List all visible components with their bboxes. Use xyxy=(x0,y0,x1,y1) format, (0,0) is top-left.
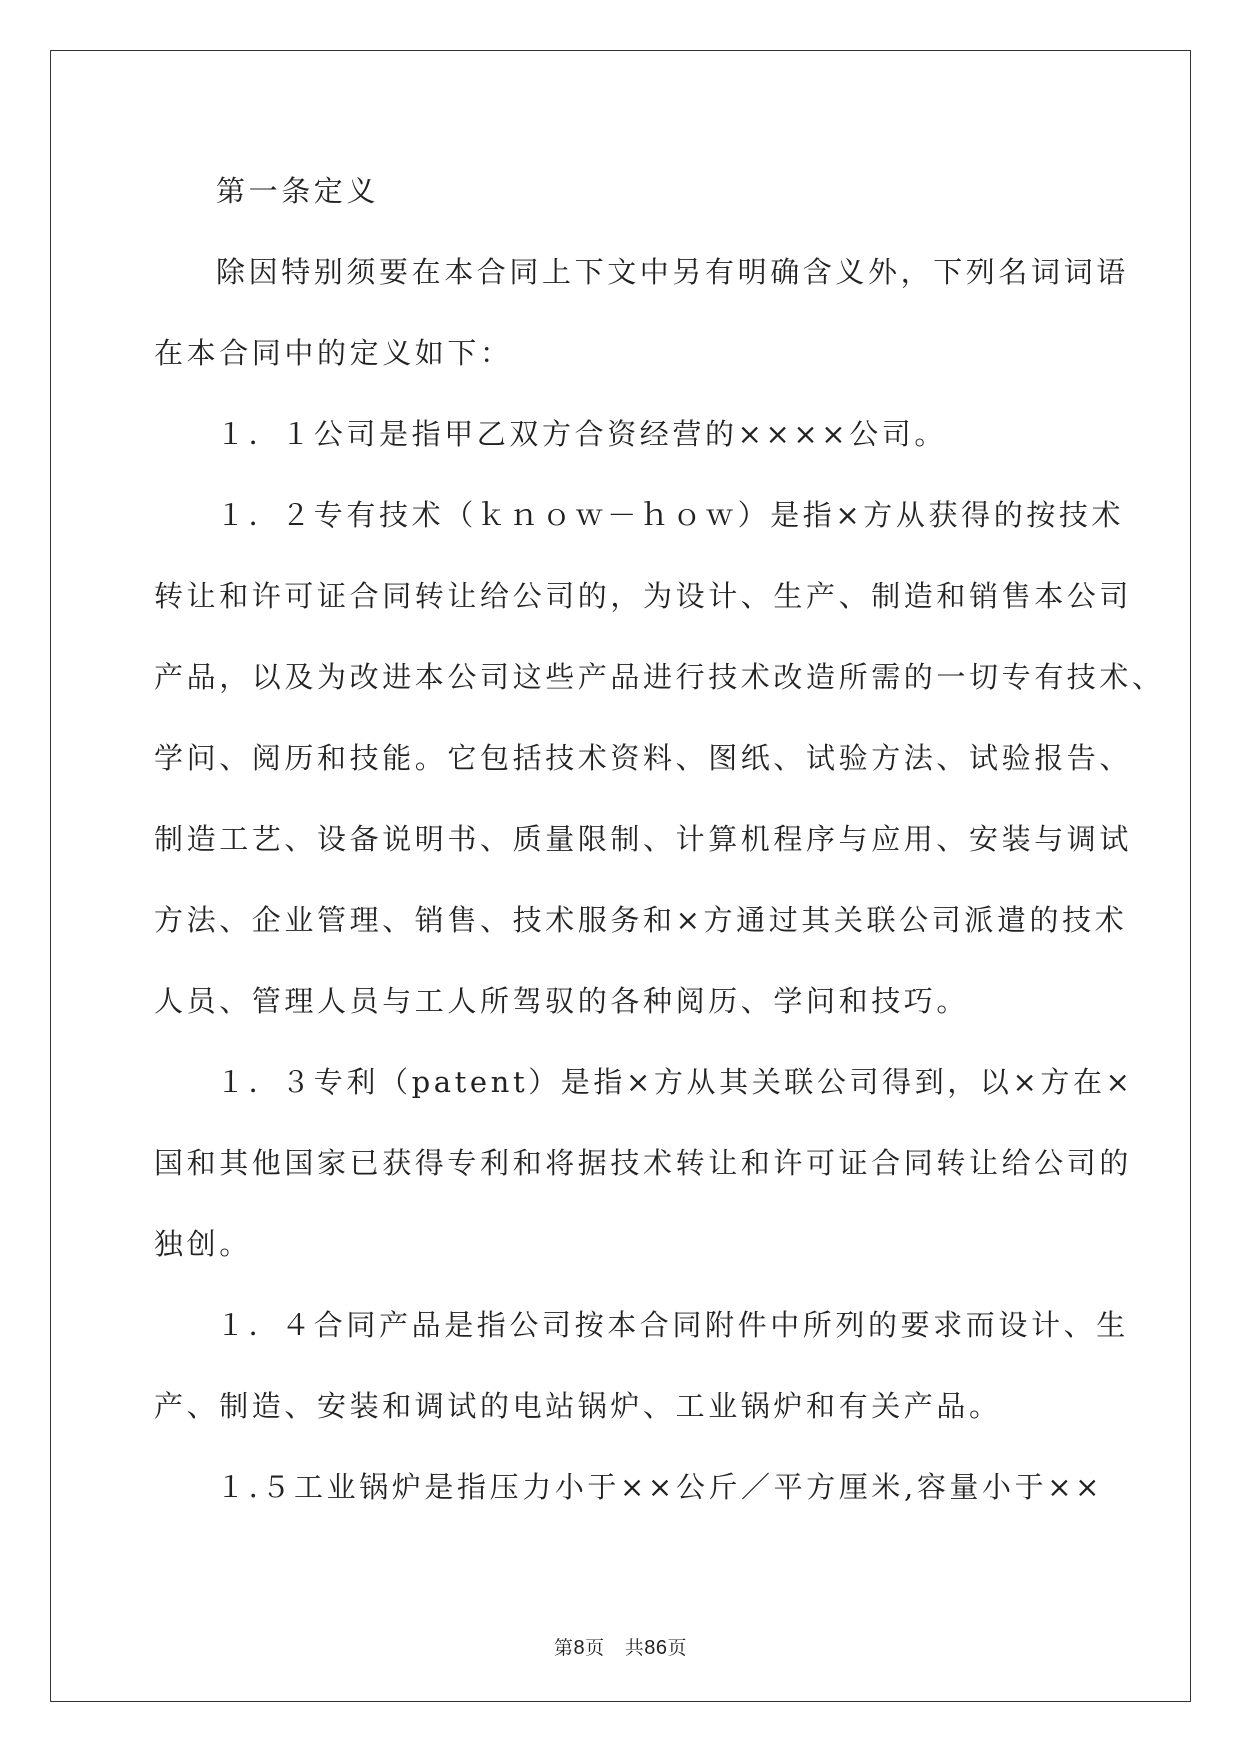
page-footer xyxy=(0,1633,1241,1660)
paragraph-line: 制造工艺、设备说明书、质量限制、计算机程序与应用、安装与调试 xyxy=(154,822,1133,856)
clause-1-2: １．２专有技术（ｋｎｏｗ－ｈｏｗ）是指×方从获得的按技术 xyxy=(216,498,1125,532)
page-suffix: 页 xyxy=(585,1637,605,1659)
page-prefix: 第 xyxy=(554,1637,574,1659)
paragraph-line: 产品，以及为改进本公司这些产品进行技术改造所需的一切专有技术、 xyxy=(154,660,1165,694)
paragraph-line: 方法、企业管理、销售、技术服务和×方通过其关联公司派遣的技术 xyxy=(154,903,1128,937)
paragraph-line: 国和其他国家已获得专利和将据技术转让和许可证合同转让给公司的 xyxy=(154,1146,1133,1180)
clause-1-1: １．１公司是指甲乙双方合资经营的××××公司。 xyxy=(216,417,947,451)
paragraph-line: 在本合同中的定义如下： xyxy=(154,336,513,370)
paragraph-line: 人员、管理人员与工人所驾驭的各种阅历、学问和技巧。 xyxy=(154,984,970,1018)
paragraph-line: 转让和许可证合同转让给公司的，为设计、生产、制造和销售本公司 xyxy=(154,579,1133,613)
paragraph-line: 产、制造、安装和调试的电站锅炉、工业锅炉和有关产品。 xyxy=(154,1389,1002,1423)
page-number: 8 xyxy=(573,1637,586,1659)
total-prefix: 共 xyxy=(624,1637,645,1659)
paragraph-line: 除因特别须要在本合同上下文中另有明确含义外，下列名词词语 xyxy=(216,255,1129,289)
document-body xyxy=(154,165,1165,1542)
clause-1-5: １.５工业锅炉是指压力小于××公斤／平方厘米,容量小于×× xyxy=(216,1470,1104,1504)
total-pages: 86 xyxy=(644,1637,668,1659)
total-suffix: 页 xyxy=(667,1637,687,1659)
paragraph-line: 独创。 xyxy=(154,1227,252,1261)
paragraph-line: 学问、阅历和技能。它包括技术资料、图纸、试验方法、试验报告、 xyxy=(154,741,1133,775)
heading-definition: 第一条定义 xyxy=(216,174,380,208)
clause-1-4: １．４合同产品是指公司按本合同附件中所列的要求而设计、生 xyxy=(216,1308,1129,1342)
clause-1-3: １．３专利（patent）是指×方从其关联公司得到，以×方在× xyxy=(216,1065,1134,1099)
